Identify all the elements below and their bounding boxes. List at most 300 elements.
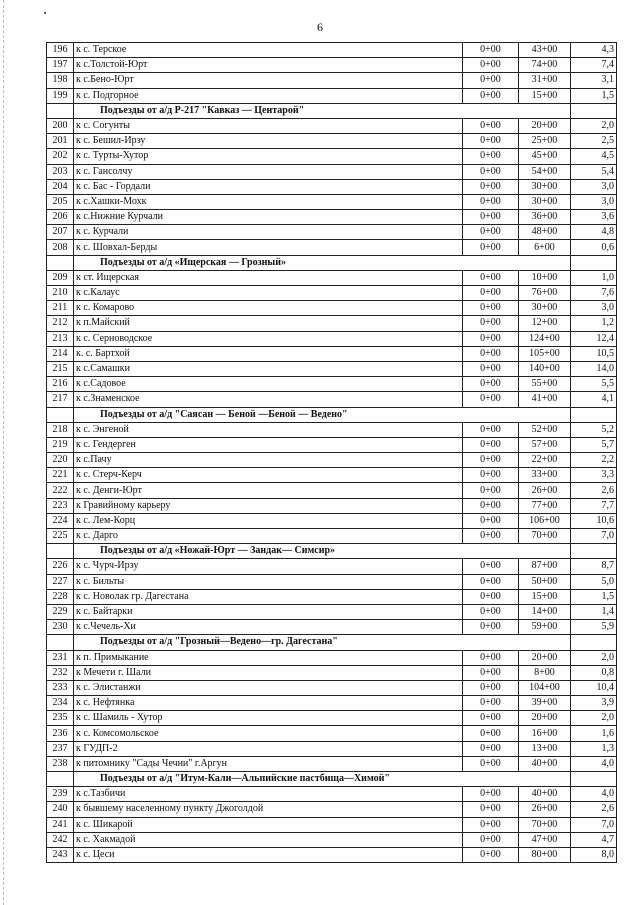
end-km: 74+00 [519,58,571,73]
end-km: 22+00 [519,453,571,468]
start-km: 0+00 [463,620,519,635]
table-row [47,559,617,574]
length-km: 10,5 [571,346,617,361]
road-name: к с.Чечель-Хи [74,620,463,635]
end-km: 80+00 [519,847,571,862]
road-name: к п.Майский [74,316,463,331]
table-row [47,726,617,741]
length-km: 3,6 [571,210,617,225]
length-km: 3,0 [571,179,617,194]
start-km: 0+00 [463,559,519,574]
start-km: 0+00 [463,529,519,544]
section-number-cell [47,544,74,559]
table-row [47,331,617,346]
table-row [47,240,617,255]
section-title: Подъезды от а/д «Ножай-Юрт — Зандак— Симсир» [74,544,571,559]
length-km: 1,5 [571,88,617,103]
section-length-cell [571,103,617,118]
row-number: 205 [47,194,74,209]
road-name: к с. Подгорное [74,88,463,103]
start-km: 0+00 [463,604,519,619]
start-km: 0+00 [463,741,519,756]
road-name: к с. Хакмадой [74,832,463,847]
table-row [47,392,617,407]
end-km: 12+00 [519,316,571,331]
road-name: к с.Бено-Юрт [74,73,463,88]
row-number: 202 [47,149,74,164]
road-name: к с. Энгеной [74,422,463,437]
end-km: 30+00 [519,301,571,316]
road-name: к с.Самашки [74,361,463,376]
start-km: 0+00 [463,149,519,164]
end-km: 45+00 [519,149,571,164]
length-km: 1,4 [571,604,617,619]
start-km: 0+00 [463,331,519,346]
length-km: 14,0 [571,361,617,376]
length-km: 2,0 [571,650,617,665]
end-km: 54+00 [519,164,571,179]
length-km: 1,0 [571,270,617,285]
road-name: к п. Примыкание [74,650,463,665]
table-row [47,665,617,680]
road-name: к с.Пачу [74,453,463,468]
road-name: к с.Калаус [74,286,463,301]
end-km: 106+00 [519,513,571,528]
start-km: 0+00 [463,650,519,665]
table-row [47,498,617,513]
table-row [47,847,617,862]
row-number: 239 [47,787,74,802]
start-km: 0+00 [463,270,519,285]
table-body [47,43,617,863]
row-number: 217 [47,392,74,407]
length-km: 4,5 [571,149,617,164]
road-name: к с. Шикарой [74,817,463,832]
row-number: 229 [47,604,74,619]
length-km: 8,0 [571,847,617,862]
end-km: 87+00 [519,559,571,574]
road-name: к с. Бас - Гордали [74,179,463,194]
road-name: к с. Нефтянка [74,696,463,711]
end-km: 36+00 [519,210,571,225]
start-km: 0+00 [463,301,519,316]
section-title: Подъезды от а/д Р-217 "Кавказ — Центарой" [74,103,571,118]
road-name: к с. Турты-Хутор [74,149,463,164]
row-number: 230 [47,620,74,635]
table-row [47,361,617,376]
table-row [47,58,617,73]
row-number: 213 [47,331,74,346]
road-name: к с. Цеси [74,847,463,862]
start-km: 0+00 [463,437,519,452]
section-header-row [47,772,617,787]
row-number: 210 [47,286,74,301]
start-km: 0+00 [463,513,519,528]
start-km: 0+00 [463,58,519,73]
row-number: 240 [47,802,74,817]
table-row [47,468,617,483]
road-name: к с. Дарго [74,529,463,544]
road-name: к с. Бильты [74,574,463,589]
road-name: к с.Нижние Курчали [74,210,463,225]
length-km: 7,6 [571,286,617,301]
length-km: 12,4 [571,331,617,346]
road-name: к с. Шовхал-Берды [74,240,463,255]
start-km: 0+00 [463,817,519,832]
table-row [47,346,617,361]
length-km: 3,9 [571,696,617,711]
section-header-row [47,544,617,559]
road-access-table [46,42,617,863]
road-name: к питомнику "Сады Чечни" г.Аргун [74,756,463,771]
length-km: 2,0 [571,711,617,726]
road-name: к с.Хашки-Мохк [74,194,463,209]
end-km: 41+00 [519,392,571,407]
end-km: 124+00 [519,331,571,346]
start-km: 0+00 [463,589,519,604]
road-name: к с. Денги-Юрт [74,483,463,498]
length-km: 5,0 [571,574,617,589]
end-km: 8+00 [519,665,571,680]
row-number: 234 [47,696,74,711]
length-km: 7,0 [571,529,617,544]
length-km: 8,7 [571,559,617,574]
section-title: Подъезды от а/д «Ищерская — Грозный» [74,255,571,270]
start-km: 0+00 [463,574,519,589]
table-row [47,88,617,103]
road-name: к с. Гендерген [74,437,463,452]
length-km: 3,3 [571,468,617,483]
road-name: к с. Согунты [74,118,463,133]
row-number: 214 [47,346,74,361]
road-name: к с.Тазбичи [74,787,463,802]
length-km: 3,0 [571,301,617,316]
start-km: 0+00 [463,73,519,88]
start-km: 0+00 [463,194,519,209]
road-name: к Гравийному карьеру [74,498,463,513]
end-km: 70+00 [519,529,571,544]
section-length-cell [571,544,617,559]
start-km: 0+00 [463,726,519,741]
row-number: 226 [47,559,74,574]
start-km: 0+00 [463,756,519,771]
road-name: к ст. Ищерская [74,270,463,285]
table-row [47,589,617,604]
start-km: 0+00 [463,680,519,695]
end-km: 6+00 [519,240,571,255]
start-km: 0+00 [463,468,519,483]
table-row [47,210,617,225]
end-km: 57+00 [519,437,571,452]
table-row [47,225,617,240]
section-number-cell [47,407,74,422]
row-number: 215 [47,361,74,376]
length-km: 7,4 [571,58,617,73]
table-row [47,680,617,695]
row-number: 199 [47,88,74,103]
length-km: 1,6 [571,726,617,741]
table-row [47,43,617,58]
section-title: Подъезды от а/д "Саясан — Беной —Беной — Ведено" [74,407,571,422]
end-km: 15+00 [519,88,571,103]
end-km: 10+00 [519,270,571,285]
start-km: 0+00 [463,134,519,149]
row-number: 236 [47,726,74,741]
road-name: к. с. Бартхой [74,346,463,361]
row-number: 243 [47,847,74,862]
end-km: 70+00 [519,817,571,832]
start-km: 0+00 [463,377,519,392]
length-km: 5,4 [571,164,617,179]
end-km: 39+00 [519,696,571,711]
table-row [47,437,617,452]
start-km: 0+00 [463,316,519,331]
table-row [47,270,617,285]
end-km: 13+00 [519,741,571,756]
row-number: 204 [47,179,74,194]
table-row [47,741,617,756]
length-km: 2,6 [571,483,617,498]
table-row [47,118,617,133]
start-km: 0+00 [463,498,519,513]
start-km: 0+00 [463,392,519,407]
table-row [47,817,617,832]
row-number: 238 [47,756,74,771]
table-row [47,179,617,194]
length-km: 1,5 [571,589,617,604]
road-name: к с.Толстой-Юрт [74,58,463,73]
table-row [47,453,617,468]
scan-speck [44,12,46,14]
row-number: 231 [47,650,74,665]
row-number: 237 [47,741,74,756]
table-row [47,756,617,771]
start-km: 0+00 [463,164,519,179]
length-km: 0,6 [571,240,617,255]
row-number: 232 [47,665,74,680]
end-km: 26+00 [519,483,571,498]
table-row [47,711,617,726]
road-name: к с. Терское [74,43,463,58]
length-km: 4,0 [571,756,617,771]
road-name: к Мечети г. Шали [74,665,463,680]
section-title: Подъезды от а/д "Итум-Кали—Альпийские пастбища—Химой" [74,772,571,787]
table-row [47,529,617,544]
road-name: к ГУДП-2 [74,741,463,756]
road-name: к с. Лем-Корц [74,513,463,528]
end-km: 59+00 [519,620,571,635]
table-row [47,377,617,392]
road-name: к с. Стерч-Керч [74,468,463,483]
end-km: 15+00 [519,589,571,604]
end-km: 20+00 [519,650,571,665]
length-km: 5,9 [571,620,617,635]
road-name: к бывшему населенному пункту Джоголдой [74,802,463,817]
start-km: 0+00 [463,210,519,225]
section-number-cell [47,255,74,270]
section-number-cell [47,635,74,650]
length-km: 3,0 [571,194,617,209]
row-number: 223 [47,498,74,513]
length-km: 5,5 [571,377,617,392]
row-number: 211 [47,301,74,316]
length-km: 2,6 [571,802,617,817]
section-title: Подъезды от а/д "Грозный—Ведено—гр. Дагестана" [74,635,571,650]
table-row [47,787,617,802]
row-number: 225 [47,529,74,544]
length-km: 4,0 [571,787,617,802]
length-km: 5,2 [571,422,617,437]
length-km: 7,0 [571,817,617,832]
end-km: 20+00 [519,118,571,133]
table-row [47,513,617,528]
section-number-cell [47,772,74,787]
end-km: 47+00 [519,832,571,847]
start-km: 0+00 [463,225,519,240]
end-km: 30+00 [519,194,571,209]
table-row [47,483,617,498]
row-number: 208 [47,240,74,255]
row-number: 209 [47,270,74,285]
table-row [47,696,617,711]
length-km: 1,2 [571,316,617,331]
end-km: 20+00 [519,711,571,726]
page-edge-rule [3,0,4,905]
row-number: 235 [47,711,74,726]
row-number: 224 [47,513,74,528]
section-length-cell [571,255,617,270]
row-number: 233 [47,680,74,695]
section-header-row [47,255,617,270]
end-km: 50+00 [519,574,571,589]
start-km: 0+00 [463,179,519,194]
row-number: 203 [47,164,74,179]
page-number: 6 [317,20,323,34]
length-km: 0,8 [571,665,617,680]
road-name: к с. Комсомольское [74,726,463,741]
road-name: к с.Садовое [74,377,463,392]
section-number-cell [47,103,74,118]
length-km: 5,7 [571,437,617,452]
table-row [47,286,617,301]
road-name: к с. Бешил-Ирзу [74,134,463,149]
section-header-row [47,407,617,422]
table-row [47,650,617,665]
row-number: 227 [47,574,74,589]
row-number: 201 [47,134,74,149]
row-number: 242 [47,832,74,847]
row-number: 220 [47,453,74,468]
length-km: 3,1 [571,73,617,88]
table-row [47,164,617,179]
end-km: 26+00 [519,802,571,817]
table-row [47,134,617,149]
section-header-row [47,103,617,118]
start-km: 0+00 [463,453,519,468]
length-km: 7,7 [571,498,617,513]
end-km: 55+00 [519,377,571,392]
section-length-cell [571,407,617,422]
start-km: 0+00 [463,43,519,58]
table-row [47,194,617,209]
road-name: к с. Курчали [74,225,463,240]
start-km: 0+00 [463,240,519,255]
length-km: 10,6 [571,513,617,528]
length-km: 1,3 [571,741,617,756]
start-km: 0+00 [463,711,519,726]
end-km: 31+00 [519,73,571,88]
row-number: 218 [47,422,74,437]
end-km: 25+00 [519,134,571,149]
road-name: к с. Серноводское [74,331,463,346]
row-number: 219 [47,437,74,452]
end-km: 48+00 [519,225,571,240]
start-km: 0+00 [463,847,519,862]
end-km: 14+00 [519,604,571,619]
table-row [47,149,617,164]
table-row [47,620,617,635]
row-number: 216 [47,377,74,392]
length-km: 4,7 [571,832,617,847]
table-row [47,316,617,331]
end-km: 30+00 [519,179,571,194]
table-row [47,73,617,88]
section-length-cell [571,772,617,787]
end-km: 76+00 [519,286,571,301]
row-number: 228 [47,589,74,604]
start-km: 0+00 [463,665,519,680]
length-km: 4,8 [571,225,617,240]
table-row [47,301,617,316]
start-km: 0+00 [463,118,519,133]
end-km: 140+00 [519,361,571,376]
row-number: 207 [47,225,74,240]
end-km: 16+00 [519,726,571,741]
start-km: 0+00 [463,286,519,301]
row-number: 200 [47,118,74,133]
end-km: 52+00 [519,422,571,437]
road-name: к с. Элистанжи [74,680,463,695]
road-name: к с. Байтарки [74,604,463,619]
start-km: 0+00 [463,832,519,847]
row-number: 221 [47,468,74,483]
end-km: 77+00 [519,498,571,513]
road-name: к с. Новолак гр. Дагестана [74,589,463,604]
row-number: 196 [47,43,74,58]
section-header-row [47,635,617,650]
start-km: 0+00 [463,361,519,376]
row-number: 198 [47,73,74,88]
length-km: 2,5 [571,134,617,149]
section-length-cell [571,635,617,650]
road-name: к с.Знаменское [74,392,463,407]
end-km: 43+00 [519,43,571,58]
row-number: 222 [47,483,74,498]
start-km: 0+00 [463,802,519,817]
row-number: 197 [47,58,74,73]
length-km: 4,3 [571,43,617,58]
road-name: к с. Чурч-Ирзу [74,559,463,574]
road-name: к с. Шамиль - Хутор [74,711,463,726]
end-km: 40+00 [519,756,571,771]
end-km: 104+00 [519,680,571,695]
start-km: 0+00 [463,787,519,802]
table-row [47,802,617,817]
length-km: 2,2 [571,453,617,468]
row-number: 206 [47,210,74,225]
table-row [47,832,617,847]
table-row [47,604,617,619]
